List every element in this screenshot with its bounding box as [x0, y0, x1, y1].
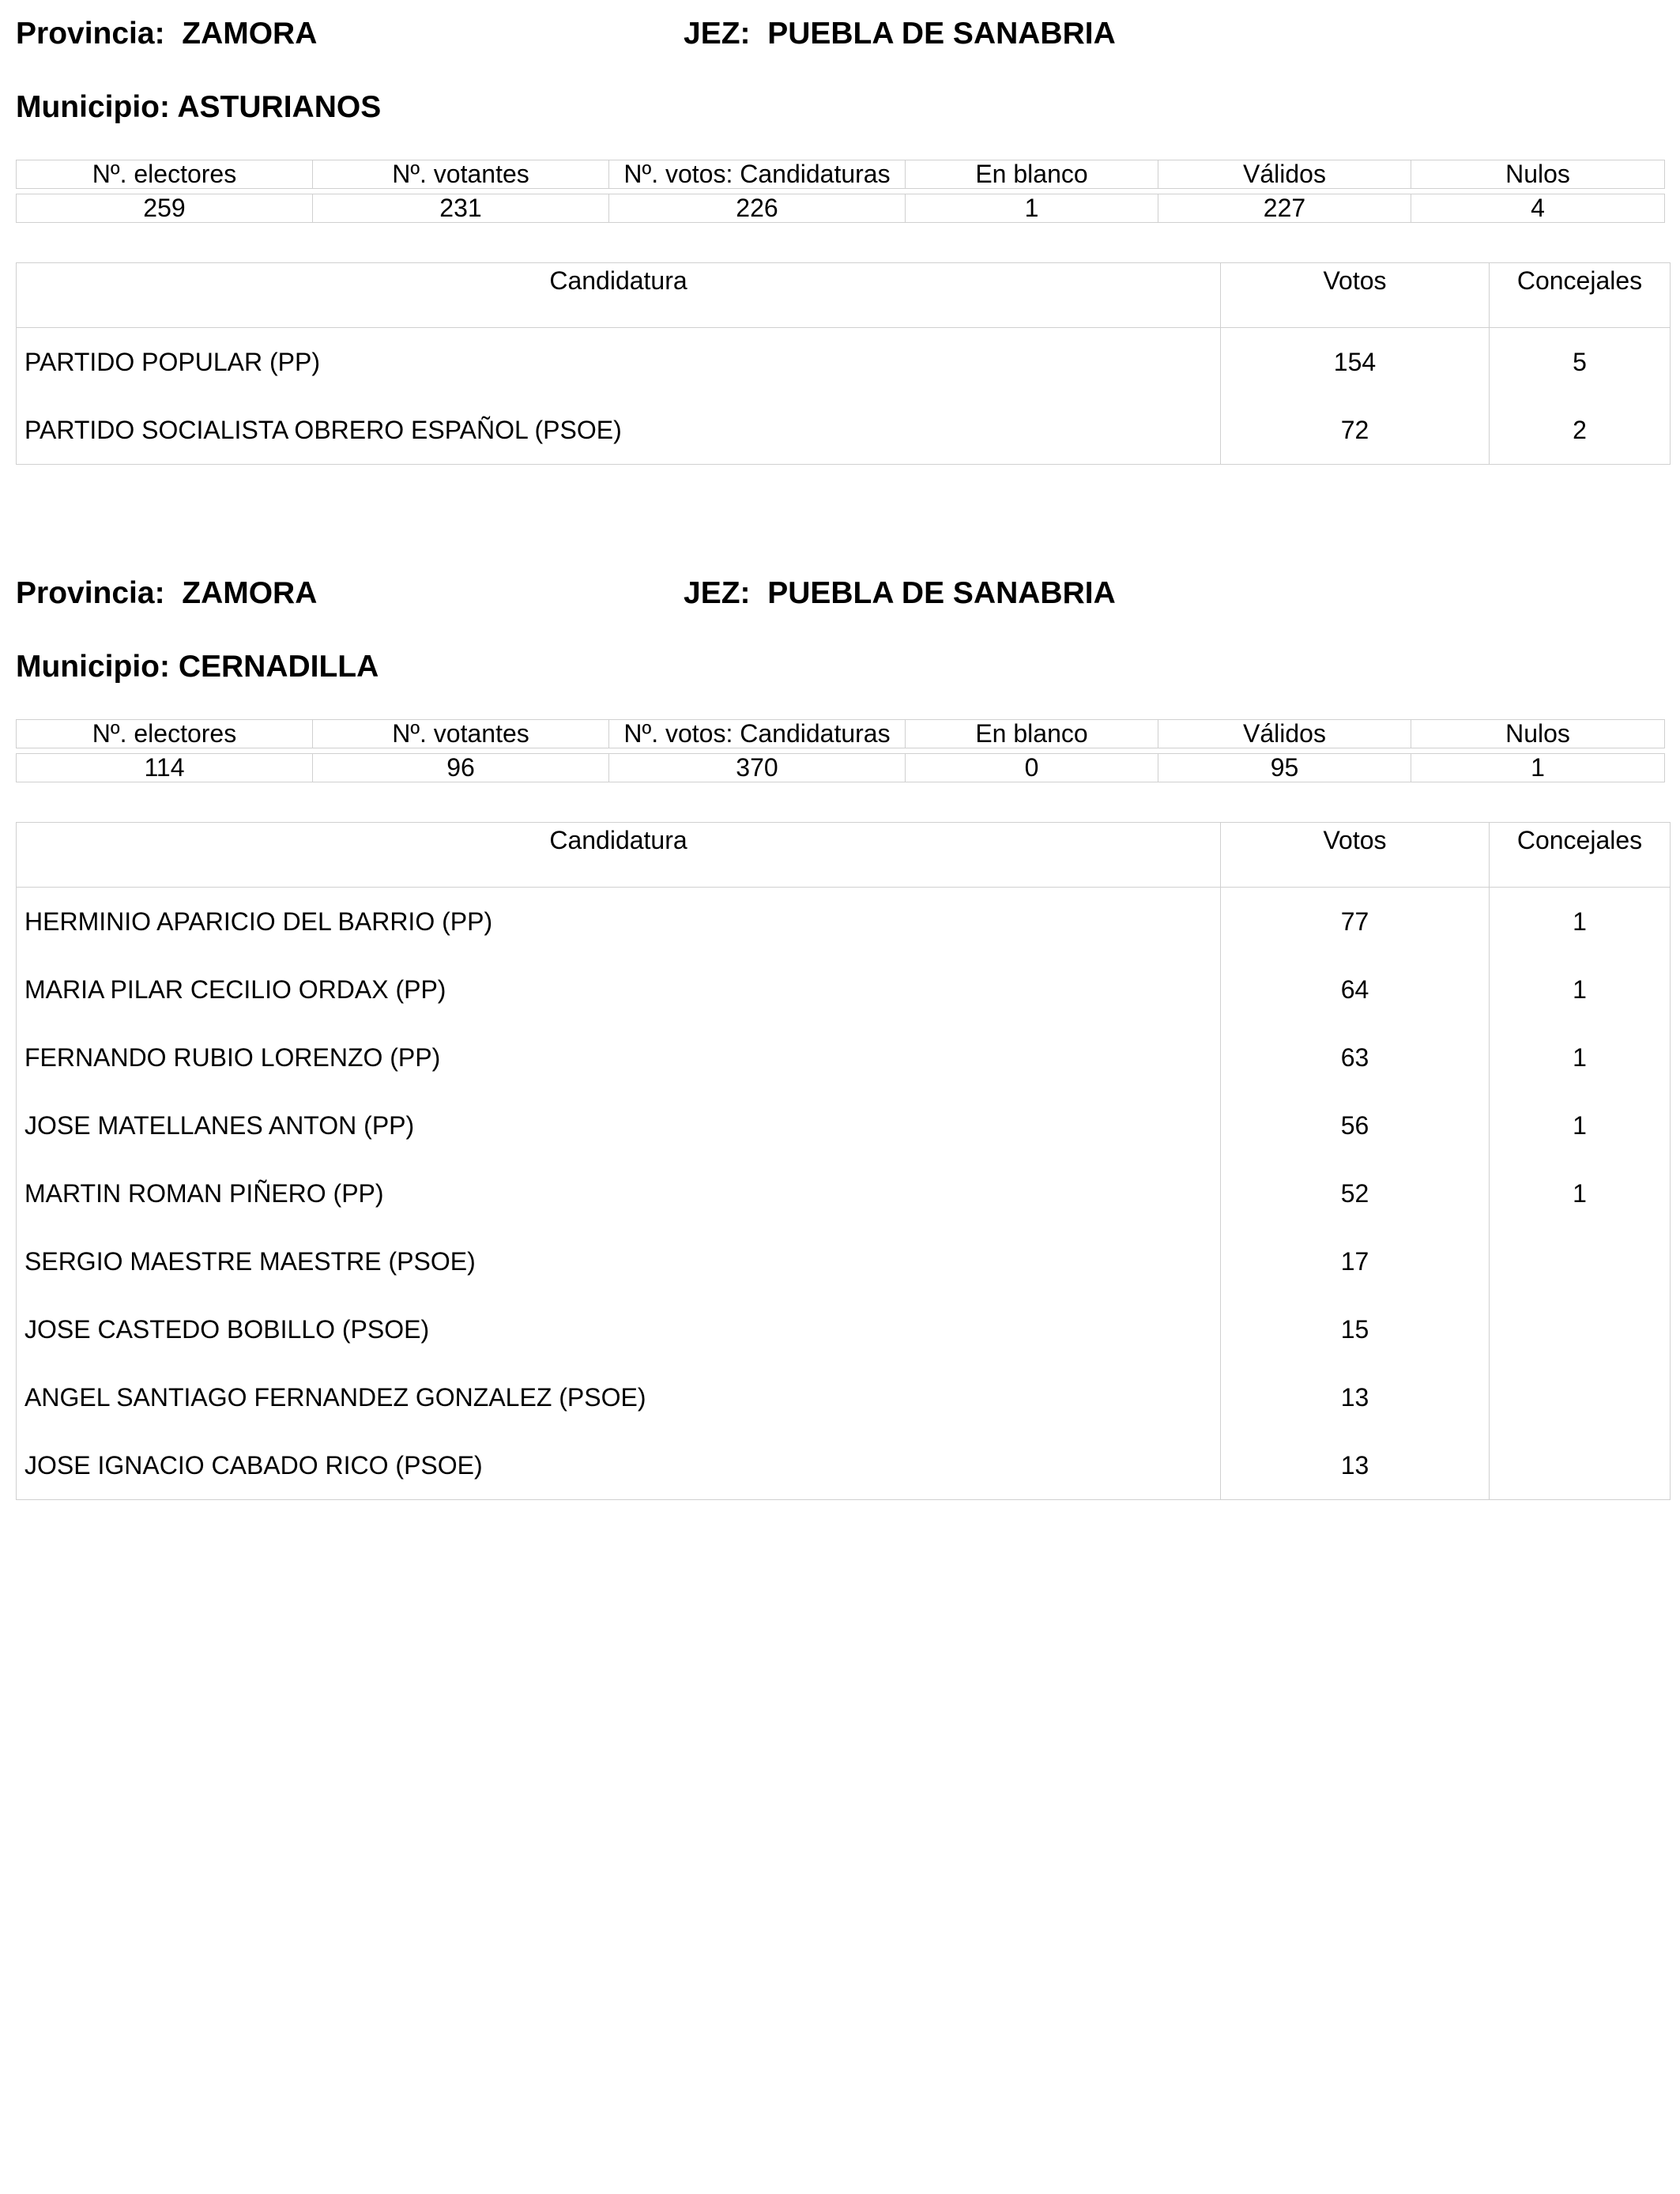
- candidate-name: PARTIDO POPULAR (PP): [24, 347, 320, 376]
- table-row: [17, 1023, 1671, 1091]
- summary-header-validos: Válidos: [1158, 720, 1411, 748]
- candidates-header-votos: Votos: [1221, 823, 1490, 888]
- candidate-name: JOSE MATELLANES ANTON (PP): [24, 1110, 415, 1140]
- jez-heading: [684, 575, 1116, 612]
- jez-heading: [684, 16, 1116, 52]
- candidate-votos: 64: [1221, 956, 1490, 1023]
- table-row: [17, 1159, 1671, 1227]
- candidate-concejales: 2: [1490, 396, 1671, 465]
- candidate-name: FERNANDO RUBIO LORENZO (PP): [24, 1042, 441, 1072]
- candidate-votos: 56: [1221, 1091, 1490, 1159]
- summary-value-votantes: 231: [313, 194, 609, 223]
- table-row: [17, 888, 1671, 956]
- summary-header-electores: Nº. electores: [17, 720, 313, 748]
- summary-value-electores: 114: [17, 754, 313, 782]
- candidate-votos: 17: [1221, 1227, 1490, 1295]
- municipio-label: Municipio:: [16, 650, 170, 684]
- summary-value-nulos: 4: [1411, 194, 1665, 223]
- candidate-name: MARTIN ROMAN PIÑERO (PP): [24, 1178, 384, 1208]
- municipio-heading: [16, 89, 381, 126]
- candidate-concejales: 1: [1490, 1023, 1671, 1091]
- summary-header-votantes: Nº. votantes: [313, 720, 609, 748]
- table-row: [17, 1227, 1671, 1295]
- section-asturianos: [16, 16, 1664, 466]
- candidate-votos: 63: [1221, 1023, 1490, 1091]
- candidate-concejales: [1490, 1363, 1671, 1431]
- candidate-votos: 15: [1221, 1295, 1490, 1363]
- candidate-concejales: 1: [1490, 956, 1671, 1023]
- candidate-name: JOSE CASTEDO BOBILLO (PSOE): [24, 1314, 430, 1344]
- summary-value-nulos: 1: [1411, 754, 1665, 782]
- summary-header-row: [17, 720, 1665, 748]
- candidates-header-concejales: Concejales: [1490, 823, 1671, 888]
- summary-header-nulos: Nulos: [1411, 160, 1665, 189]
- table-row: [17, 396, 1671, 465]
- summary-value-row: [17, 194, 1665, 223]
- jez-label: JEZ:: [684, 17, 751, 51]
- jez-label: JEZ:: [684, 576, 751, 610]
- candidate-concejales: 1: [1490, 888, 1671, 956]
- summary-header-validos: Válidos: [1158, 160, 1411, 189]
- municipio-value: CERNADILLA: [178, 650, 379, 684]
- section-cernadilla: [16, 575, 1664, 1508]
- provincia-heading: [16, 575, 317, 612]
- summary-value-en-blanco: 1: [906, 194, 1158, 223]
- summary-header-en-blanco: En blanco: [906, 720, 1158, 748]
- table-row: [17, 1363, 1671, 1431]
- summary-header-votantes: Nº. votantes: [313, 160, 609, 189]
- summary-value-row: [17, 754, 1665, 782]
- summary-value-validos: 227: [1158, 194, 1411, 223]
- summary-table: [16, 160, 1665, 223]
- candidate-concejales: [1490, 1295, 1671, 1363]
- candidate-concejales: 1: [1490, 1159, 1671, 1227]
- summary-header-votos-candidaturas: Nº. votos: Candidaturas: [609, 720, 906, 748]
- table-row: [17, 1091, 1671, 1159]
- candidate-name: PARTIDO SOCIALISTA OBRERO ESPAÑOL (PSOE): [24, 415, 622, 444]
- candidate-votos: 13: [1221, 1363, 1490, 1431]
- candidates-header-votos: Votos: [1221, 263, 1490, 328]
- summary-value-votos-candidaturas: 370: [609, 754, 906, 782]
- summary-value-votos-candidaturas: 226: [609, 194, 906, 223]
- summary-header-nulos: Nulos: [1411, 720, 1665, 748]
- summary-value-en-blanco: 0: [906, 754, 1158, 782]
- provincia-label: Provincia:: [16, 17, 165, 51]
- candidates-header-candidatura: Candidatura: [17, 823, 1221, 888]
- candidates-header-row: [17, 263, 1671, 328]
- summary-value-validos: 95: [1158, 754, 1411, 782]
- candidate-votos: 52: [1221, 1159, 1490, 1227]
- candidates-header-row: [17, 823, 1671, 888]
- candidate-name: ANGEL SANTIAGO FERNANDEZ GONZALEZ (PSOE): [24, 1382, 646, 1412]
- municipio-value: ASTURIANOS: [177, 90, 382, 124]
- candidate-votos: 13: [1221, 1431, 1490, 1500]
- table-row: [17, 1295, 1671, 1363]
- summary-header-en-blanco: En blanco: [906, 160, 1158, 189]
- table-row: [17, 956, 1671, 1023]
- candidates-header-concejales: Concejales: [1490, 263, 1671, 328]
- provincia-value: ZAMORA: [182, 17, 318, 51]
- provincia-value: ZAMORA: [182, 576, 318, 610]
- table-row: [17, 1431, 1671, 1500]
- summary-value-votantes: 96: [313, 754, 609, 782]
- provincia-heading: [16, 16, 317, 52]
- summary-header-votos-candidaturas: Nº. votos: Candidaturas: [609, 160, 906, 189]
- summary-header-row: [17, 160, 1665, 189]
- municipio-heading: [16, 649, 379, 685]
- candidate-concejales: 1: [1490, 1091, 1671, 1159]
- candidate-concejales: [1490, 1431, 1671, 1500]
- candidate-name: HERMINIO APARICIO DEL BARRIO (PP): [24, 907, 493, 936]
- summary-header-electores: Nº. electores: [17, 160, 313, 189]
- candidates-table: [16, 822, 1671, 1500]
- jez-value: PUEBLA DE SANABRIA: [767, 576, 1116, 610]
- candidate-name: SERGIO MAESTRE MAESTRE (PSOE): [24, 1246, 476, 1276]
- candidate-name: JOSE IGNACIO CABADO RICO (PSOE): [24, 1450, 483, 1480]
- provincia-label: Provincia:: [16, 576, 165, 610]
- summary-table: [16, 719, 1665, 782]
- candidate-votos: 72: [1221, 396, 1490, 465]
- table-row: [17, 328, 1671, 397]
- summary-value-electores: 259: [17, 194, 313, 223]
- jez-value: PUEBLA DE SANABRIA: [767, 17, 1116, 51]
- candidates-table: [16, 262, 1671, 465]
- municipio-label: Municipio:: [16, 90, 170, 124]
- candidates-header-candidatura: Candidatura: [17, 263, 1221, 328]
- candidate-concejales: 5: [1490, 328, 1671, 397]
- candidate-votos: 77: [1221, 888, 1490, 956]
- candidate-name: MARIA PILAR CECILIO ORDAX (PP): [24, 974, 446, 1004]
- candidate-votos: 154: [1221, 328, 1490, 397]
- candidate-concejales: [1490, 1227, 1671, 1295]
